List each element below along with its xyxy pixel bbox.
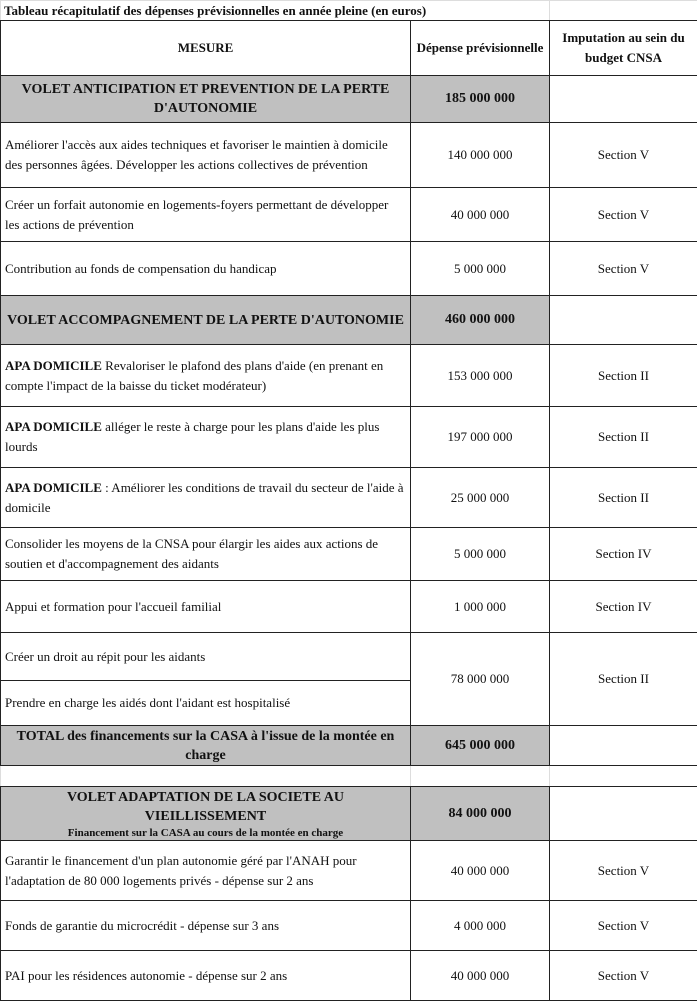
header-row (1, 21, 697, 76)
depense-cell: 78 000 000 (411, 633, 550, 726)
title-row (1, 1, 697, 21)
depense-cell: 460 000 000 (411, 296, 550, 345)
mesure-cell (1, 951, 411, 1001)
mesure-text: Revaloriser le plafond des plans d'aide (en prenant en compte l'impact de la baisse du ticket modérateur) (5, 357, 384, 393)
mesure-text: Appui et formation pour l'accueil familial (5, 598, 222, 614)
mesure-text: : Améliorer les conditions de travail du secteur de l'aide à domicile (5, 479, 404, 515)
section-row (1, 296, 697, 345)
depense-cell: 140 000 000 (411, 123, 550, 188)
mesure-text: Garantir le financement d'un plan autonomie géré par l'ANAH pour l'adaptation de 80 000 logements privés - dépense sur 2 ans (5, 852, 357, 888)
table-row (1, 407, 697, 468)
mesure-text: Améliorer l'accès aux aides techniques et favoriser le maintien à domicile des personnes âgées. Développer les actions collectives de prévention (5, 137, 388, 172)
depense-cell: 40 000 000 (411, 188, 550, 242)
header-imputation: Imputation au sein du budget CNSA (550, 21, 697, 76)
mesure-cell (1, 528, 411, 581)
mesure-subtitle: Financement sur la CASA au cours de la montée en charge (67, 826, 344, 839)
mesure-cell (1, 76, 411, 123)
table-title: Tableau récapitulatif des dépenses prévisionnelles en année pleine (en euros) (1, 1, 550, 21)
title-empty-cell (550, 1, 697, 21)
imputation-cell: Section V (550, 123, 697, 188)
table-row (1, 123, 697, 188)
mesure-cell (1, 726, 411, 766)
mesure-cell (1, 188, 411, 242)
mesure-text: des financements sur la CASA à l'issue de la montée en charge (63, 728, 395, 763)
table-row (1, 242, 697, 296)
mesure-text: Consolider les moyens de la CNSA pour élargir les aides aux actions de soutien et d'accompagnement des aidants (5, 536, 379, 571)
imputation-cell (550, 296, 697, 345)
imputation-cell: Section V (550, 951, 697, 1001)
imputation-cell (550, 787, 697, 841)
header-mesure: MESURE (1, 21, 411, 76)
mesure-bold-prefix: APA DOMICILE (5, 419, 102, 434)
table-row (1, 581, 697, 633)
mesure-bold-prefix: TOTAL (16, 728, 64, 744)
imputation-cell: Section IV (550, 528, 697, 581)
depense-cell: 40 000 000 (411, 951, 550, 1001)
table-row (1, 841, 697, 901)
imputation-cell (550, 726, 697, 766)
imputation-cell: Section II (550, 468, 697, 528)
imputation-cell: Section V (550, 901, 697, 951)
mesure-cell (1, 407, 411, 468)
depense-cell: 25 000 000 (411, 468, 550, 528)
table-row (1, 345, 697, 407)
mesure-cell (1, 581, 411, 633)
depense-cell (411, 766, 550, 787)
depense-cell: 197 000 000 (411, 407, 550, 468)
spacer-row (1, 766, 697, 787)
depense-cell: 4 000 000 (411, 901, 550, 951)
imputation-cell: Section II (550, 345, 697, 407)
imputation-cell (550, 76, 697, 123)
table-row (1, 633, 697, 681)
section-row (1, 76, 697, 123)
imputation-cell: Section IV (550, 581, 697, 633)
mesure-cell (1, 841, 411, 901)
mesure-cell (1, 468, 411, 528)
mesure-cell (1, 681, 411, 726)
depense-cell: 84 000 000 (411, 787, 550, 841)
section-row (1, 787, 697, 841)
depense-cell: 5 000 000 (411, 528, 550, 581)
mesure-cell (1, 296, 411, 345)
mesure-text: VOLET ACCOMPAGNEMENT DE LA PERTE D'AUTONOMIE (7, 312, 404, 328)
section-row (1, 726, 697, 766)
mesure-cell (1, 901, 411, 951)
mesure-cell (1, 787, 411, 841)
depense-cell: 153 000 000 (411, 345, 550, 407)
mesure-cell (1, 123, 411, 188)
mesure-cell (1, 633, 411, 681)
mesure-cell (1, 242, 411, 296)
mesure-text: VOLET ANTICIPATION ET PREVENTION DE LA PERTE D'AUTONOMIE (21, 82, 390, 116)
imputation-cell: Section V (550, 242, 697, 296)
imputation-cell: Section II (550, 633, 697, 726)
mesure-bold-prefix: APA DOMICILE (5, 357, 102, 373)
mesure-text: Créer un droit au répit pour les aidants (5, 648, 206, 664)
depense-cell: 645 000 000 (411, 726, 550, 766)
table-row (1, 188, 697, 242)
imputation-cell (550, 766, 697, 787)
depense-cell: 5 000 000 (411, 242, 550, 296)
mesure-text: PAI pour les résidences autonomie - dépense sur 2 ans (5, 967, 288, 983)
mesure-bold-prefix: APA DOMICILE (5, 479, 102, 495)
imputation-cell: Section II (550, 407, 697, 468)
imputation-cell: Section V (550, 841, 697, 901)
table-row (1, 901, 697, 951)
mesure-text: VOLET ADAPTATION DE LA SOCIETE AU VIEILLISSEMENT (66, 789, 345, 824)
mesure-text: Créer un forfait autonomie en logements-foyers permettant de développer les actions de prévention (5, 196, 389, 232)
mesure-cell (1, 345, 411, 407)
table-row (1, 951, 697, 1001)
mesure-text: Fonds de garantie du microcrédit - dépense sur 3 ans (5, 917, 280, 933)
mesure-cell (1, 766, 411, 787)
mesure-text: Prendre en charge les aidés dont l'aidant est hospitalisé (5, 695, 291, 710)
table-row (1, 528, 697, 581)
depense-cell: 1 000 000 (411, 581, 550, 633)
table-row (1, 468, 697, 528)
depense-cell: 185 000 000 (411, 76, 550, 123)
mesure-text: Contribution au fonds de compensation du handicap (5, 260, 277, 276)
imputation-cell: Section V (550, 188, 697, 242)
header-depense: Dépense prévisionnelle (411, 21, 550, 76)
depense-cell: 40 000 000 (411, 841, 550, 901)
mesure-text: alléger le reste à charge pour les plans d'aide les plus lourds (5, 419, 380, 454)
